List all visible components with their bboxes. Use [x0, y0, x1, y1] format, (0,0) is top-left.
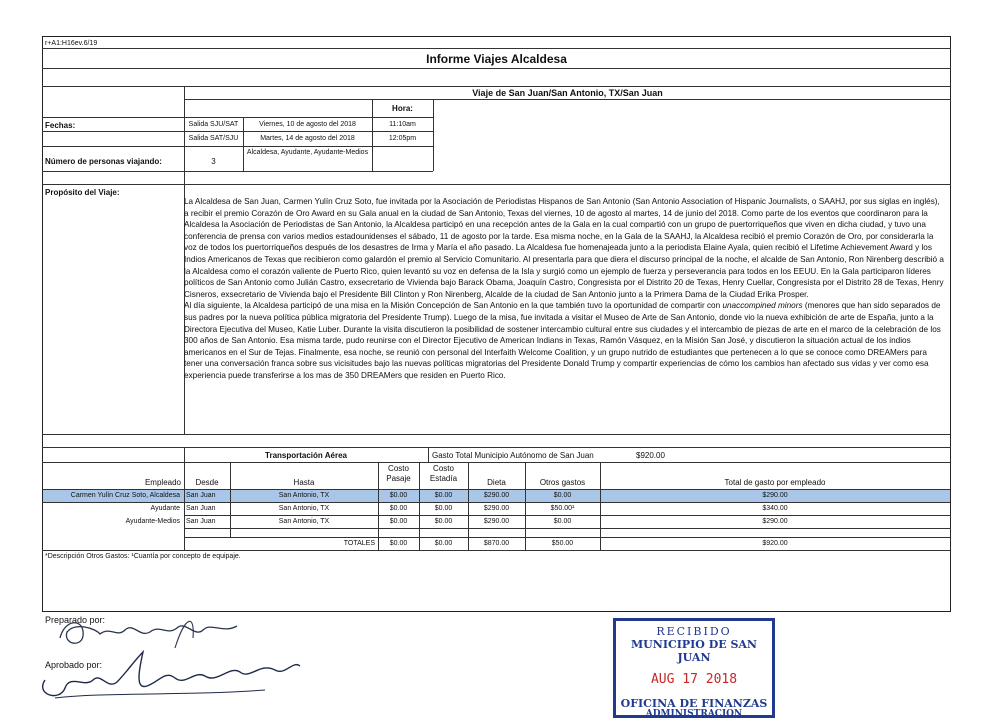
divider — [42, 86, 951, 87]
row-desde: San Juan — [186, 492, 216, 499]
col-desde: Desde — [195, 478, 219, 487]
stamp-administracion: ADMINISTRACION — [645, 709, 743, 719]
transport-header: Transportación Aérea — [265, 451, 347, 460]
totals-label: TOTALES — [343, 540, 375, 547]
divider — [428, 447, 429, 462]
divider — [42, 146, 433, 147]
row-otros: $0.00 — [553, 518, 572, 525]
hora-label: Hora: — [392, 104, 413, 113]
divider — [184, 515, 951, 516]
num-persons-value: 3 — [211, 157, 216, 166]
row-hasta: San Antonio, TX — [278, 492, 330, 499]
col-empleado: Empleado — [144, 478, 181, 487]
purpose-paragraph-2b: (menores que han sido separados de sus padres por la nueva política pública migratoria del Presidente Trump). Luego de la misa, fue invitada a visitar el Museo de Arte de San Antonio, donde vio la nueva exhibición de arte de España, junto a la Directora Ejecutiva del Museo, Katie Luber. Durante la visita discutieron la posibilidad de sostener intercambio cultural entre sus ciudades y el intercambio de piezas de arte en el marco de la celebración de los 300 años de San Antonio. Esa misma tarde, pudo reunirse con el Director Ejecutivo de American Indians in Texas, Ramón Vásquez, en la Misión San José, y discutieron la situación actual de los indios americanos en el Sur de Tejas. Finalmente, esa noche, se reunió con personal del Interfaith Welcome Coalition, y un grupo nutrido de estudiantes que pertenecen a lo que se conoce como DREAMers para tener una conversación franca sobre sus vicisitudes bajo las nuevas políticas migratorias del Presidente Donald Trump y compartir experiencias de cómo los cambios han afectado sus vidas y ver como esa experiencia puede transferirse a los mas de 350 DREAMers que residen en Puerto Rico. — [184, 301, 941, 380]
col-dieta: Dieta — [487, 478, 506, 487]
divider — [184, 99, 951, 100]
purpose-text — [184, 196, 944, 382]
row-hasta: San Antonio, TX — [278, 518, 330, 525]
totals-pasaje: $0.00 — [389, 540, 408, 547]
row-pasaje: $0.00 — [389, 505, 408, 512]
num-persons-label: Número de personas viajando: — [45, 157, 162, 166]
preparado-label: Preparado por: — [45, 615, 106, 625]
trip-title: Viaje de San Juan/San Antonio, TX/San Juan — [472, 88, 663, 98]
divider — [184, 537, 951, 538]
leg-2-label: Salida SAT/SJU — [188, 135, 239, 142]
row-hasta: San Antonio, TX — [278, 505, 330, 512]
purpose-emphasis: unaccompined minors — [722, 301, 803, 311]
row-estadia: $0.00 — [434, 505, 453, 512]
leg-1-date: Viernes, 10 de agosto del 2018 — [259, 121, 356, 128]
gasto-total-label: Gasto Total Municipio Autónomo de San Juan — [432, 451, 594, 460]
row-desde: San Juan — [186, 505, 216, 512]
divider — [433, 99, 434, 171]
report-title: Informe Viajes Alcaldesa — [426, 52, 567, 66]
purpose-label: Propósito del Viaje: — [45, 188, 120, 197]
stamp-received: RECIBIDO — [656, 625, 732, 638]
divider — [42, 434, 951, 435]
totals-total: $920.00 — [762, 540, 788, 547]
divider — [42, 462, 951, 463]
row-total: $290.00 — [762, 492, 788, 499]
totals-otros: $50.00 — [551, 540, 574, 547]
gasto-total-value: $920.00 — [636, 451, 665, 460]
divider — [42, 131, 433, 132]
received-stamp — [613, 618, 775, 718]
document-code: r+A1:H16ev.6/19 — [45, 40, 98, 47]
divider — [42, 171, 433, 172]
row-desde: San Juan — [186, 518, 216, 525]
divider — [42, 117, 433, 118]
row-total: $340.00 — [762, 505, 788, 512]
leg-1-label: Salida SJU/SAT — [188, 121, 239, 128]
stamp-municipio: MUNICIPIO DE SAN JUAN — [631, 638, 757, 664]
divider — [42, 184, 951, 185]
col-costo-estadia: Costo Estadía — [429, 464, 458, 483]
col-total: Total de gasto por empleado — [724, 478, 826, 487]
col-hasta: Hasta — [293, 478, 315, 487]
divider — [184, 528, 951, 529]
divider — [184, 447, 185, 550]
stamp-date: AUG 17 2018 — [650, 672, 738, 687]
col-costo-pasaje: Costo Pasaje — [386, 464, 411, 483]
row-otros: $0.00 — [553, 492, 572, 499]
persons-description: Alcaldesa, Ayudante, Ayudante-Medios — [246, 149, 369, 156]
divider — [42, 502, 951, 503]
fechas-label: Fechas: — [45, 121, 76, 130]
approver-signature — [35, 640, 305, 709]
row-empleado: Carmen Yulín Cruz Soto, Alcaldesa — [70, 492, 180, 499]
divider — [42, 68, 951, 69]
row-dieta: $290.00 — [483, 492, 510, 499]
row-pasaje: $0.00 — [389, 492, 408, 499]
purpose-paragraph-2a: Al día siguiente, la Alcaldesa participó de una misa en la Misión Concepción de San Antonio en la que también tuvo la oportunidad de compartir con — [184, 301, 723, 311]
purpose-paragraph-1: La Alcaldesa de San Juan, Carmen Yulín Cruz Soto, fue invitada por la Asociación de Periodistas Hispanos de San Antonio (San Antonio Association of Hispanic Journalists, o SAAHJ, por sus siglas en inglés), a recibir el premio Corazón de Oro Award en su Gala anual en la ciudad de San Antonio, Texas del viernes, 10 de agosto al martes, 14 de junio del 2018. Como parte de los eventos que coordinaron para la Alcaldesa la Asociación de Periodistas de San Antonio, la Alcaldesa participó en una recepción antes de la Gala en la cual compartió con un grupo de puertorriqueños que viven en dicha ciudad, y tuvo una conferencia de prensa con varios medios estadounidenses el sábado, 11 de agosto por la tarde. Esa misma noche, en la Gala de la SAAHJ, la Alcaldesa recibió el premio Corazón de Oro, por considerarla la voz de todos los puertorriqueños después de los desastres de Irma y María el año pasado. La Alcaldesa fue homenajeada junto a la periodista Elaine Ayala, quien recibió el Lifetime Achievement Award y los Indios Americanos de Texas que recibieron como galardón el premio al Servicio Comunitario. Al presentarla para que diera el discurso principal de la noche, el alcalde de San Antonio, Ron Nirenberg describió a la Alcaldesa como el corazón valiente de Puerto Rico, quien levantó su voz en defensa de la Isla y surgió como un ejemplo de fuerza y perseverancia para todos en los EEUU. En la Gala participaron líderes políticos de San Antonio como Julián Castro, exsecretario de Vivienda bajo Barack Obama, Joaquín Castro, Congresista por el Distrito 20 de Texas, Henry Cuellar, Congresista por el Distrito 28 de Texas, Henry Cisneros, exsecretario de Vivienda bajo el Presidente Bill Clinton y Ron Nirenberg, Alcalde de la ciudad de San Antonio junto a la Primera Dama de la Ciudad Erika Prosper. — [184, 197, 944, 299]
row-empleado: Ayudante — [150, 505, 180, 512]
aprobado-label: Aprobado por: — [45, 660, 103, 670]
divider — [42, 550, 951, 551]
row-dieta: $290.00 — [483, 505, 510, 512]
footnote: *Descripción Otros Gastos: ¹Cuantía por concepto de equipaje. — [45, 553, 241, 560]
row-dieta: $290.00 — [483, 518, 510, 525]
col-otros-gastos: Otros gastos — [539, 478, 586, 487]
leg-1-time: 11:10am — [389, 121, 416, 128]
row-total: $290.00 — [762, 518, 788, 525]
divider — [230, 462, 231, 537]
divider — [42, 447, 951, 448]
leg-2-time: 12:05pm — [388, 135, 417, 142]
row-estadia: $0.00 — [434, 492, 453, 499]
row-empleado: Ayudante-Medios — [125, 518, 180, 525]
row-pasaje: $0.00 — [389, 518, 408, 525]
row-estadia: $0.00 — [434, 518, 453, 525]
row-otros: $50.00¹ — [550, 505, 575, 512]
divider — [42, 48, 951, 49]
totals-dieta: $870.00 — [483, 540, 510, 547]
totals-estadia: $0.00 — [434, 540, 453, 547]
purpose-paragraph-2 — [184, 300, 944, 381]
divider — [42, 489, 951, 490]
stamp-oficina: OFICINA DE FINANZAS — [620, 697, 768, 710]
leg-2-date: Martes, 14 de agosto del 2018 — [260, 135, 355, 142]
